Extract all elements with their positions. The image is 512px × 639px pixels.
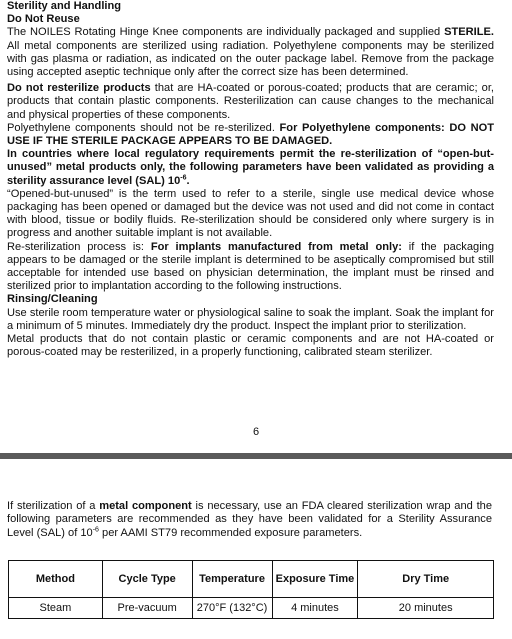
cell-method: Steam xyxy=(9,598,103,619)
polyethylene-paragraph xyxy=(7,122,494,148)
column-header-dry-time: Dry Time xyxy=(358,561,494,598)
text: All metal components are sterilized using radiation. Polyethylene components may be sterilized with gas plasma or radiation, as indicated on the outer package label. Remove from the package using accepted aseptic technique only after the correct size has been determined. xyxy=(7,39,494,79)
text: . xyxy=(186,174,190,187)
text: Re-sterilization process is: xyxy=(7,240,151,253)
polyethylene-warning: For Polyethylene components: DO NOT USE IF THE STERILE PACKAGE APPEARS TO BE DAMAGED. xyxy=(7,121,495,148)
text: Polyethylene components should not be re-sterilized. xyxy=(7,121,280,134)
sterilization-parameters-table xyxy=(8,560,494,619)
column-header-exposure-time: Exposure Time xyxy=(272,561,358,598)
no-resterilize-emphasis: Do not resterilize products xyxy=(7,82,151,95)
sterile-supply-paragraph xyxy=(7,26,494,79)
opened-but-unused-paragraph: “Opened-but-unused” is the term used to refer to a sterile, single use medical device whose packaging has been opened or damaged but the device was not used and did not come in contact with blood, tissue or bodily fluids. Re-sterilization should be considered only where surgery is in progress and another suitable implant is not available. xyxy=(7,187,494,240)
sterile-emphasis: STERILE. xyxy=(444,26,494,39)
exponent: -6 xyxy=(92,526,99,534)
steam-sterilizer-paragraph: Metal products that do not contain plastic or ceramic components and are not HA-coated or porous-coated may be resterilized, in a properly functioning, calibrated steam sterilizer. xyxy=(7,333,494,359)
metal-only-emphasis: For implants manufactured from metal only: xyxy=(150,240,402,253)
section-heading: Sterility and Handling xyxy=(7,0,122,12)
sterilization-intro-paragraph xyxy=(7,500,492,540)
text: if the packaging appears to be damaged or the sterile implant is determined to be aseptically compromised but still acceptable for intended use based on physician determination, the implant must be rinsed and sterilized prior to implantation according to the following instructions. xyxy=(7,240,494,293)
page-divider xyxy=(0,453,512,459)
text: is necessary, use an FDA cleared sterilization wrap and the following parameters are recommended as they have been validated for a Sterility Assurance Level (SAL) of 10 xyxy=(7,500,493,539)
no-resterilize-paragraph xyxy=(7,82,494,122)
text: If sterilization of a xyxy=(7,500,100,512)
text: per AAMI ST79 recommended exposure parameters. xyxy=(98,526,363,539)
table-row xyxy=(9,598,494,619)
cell-temperature: 270°F (132°C) xyxy=(192,598,272,619)
text: In countries where local regulatory requirements permit the re-sterilization of “open-but-unused” metal products only, the following parameters have been validated as providing a sterility assurance level (SAL) 10 xyxy=(7,148,494,187)
do-not-reuse-heading: Do Not Reuse xyxy=(7,13,80,26)
cell-exposure-time: 4 minutes xyxy=(272,598,358,619)
rinsing-heading: Rinsing/Cleaning xyxy=(7,293,98,306)
rinsing-paragraph: Use sterile room temperature water or physiological saline to soak the implant. Soak the implant for a minimum of 5 minutes. Immediately dry the product. Inspect the implant prior to sterilization. xyxy=(7,306,494,332)
text: that are HA-coated or porous-coated; products that are ceramic; or, products that contain plastic components. Resterilization can cause changes to the mechanical and physical properties of these components. xyxy=(7,82,494,121)
exponent: -6 xyxy=(180,173,187,181)
column-header-temperature: Temperature xyxy=(192,561,272,598)
cell-dry-time: 20 minutes xyxy=(358,598,494,619)
page-seven xyxy=(7,500,492,540)
table-header-row xyxy=(9,561,494,598)
page-number: 6 xyxy=(252,426,260,438)
regulatory-paragraph xyxy=(7,148,494,188)
column-header-method: Method xyxy=(9,561,103,598)
resterilization-process-paragraph xyxy=(7,241,494,294)
metal-component-emphasis: metal component xyxy=(99,500,192,512)
cell-cycle-type: Pre-vacuum xyxy=(102,598,192,619)
text: The NOILES Rotating Hinge Knee components are individually packaged and supplied xyxy=(7,26,445,39)
page-six xyxy=(7,0,494,359)
column-header-cycle-type: Cycle Type xyxy=(102,561,192,598)
